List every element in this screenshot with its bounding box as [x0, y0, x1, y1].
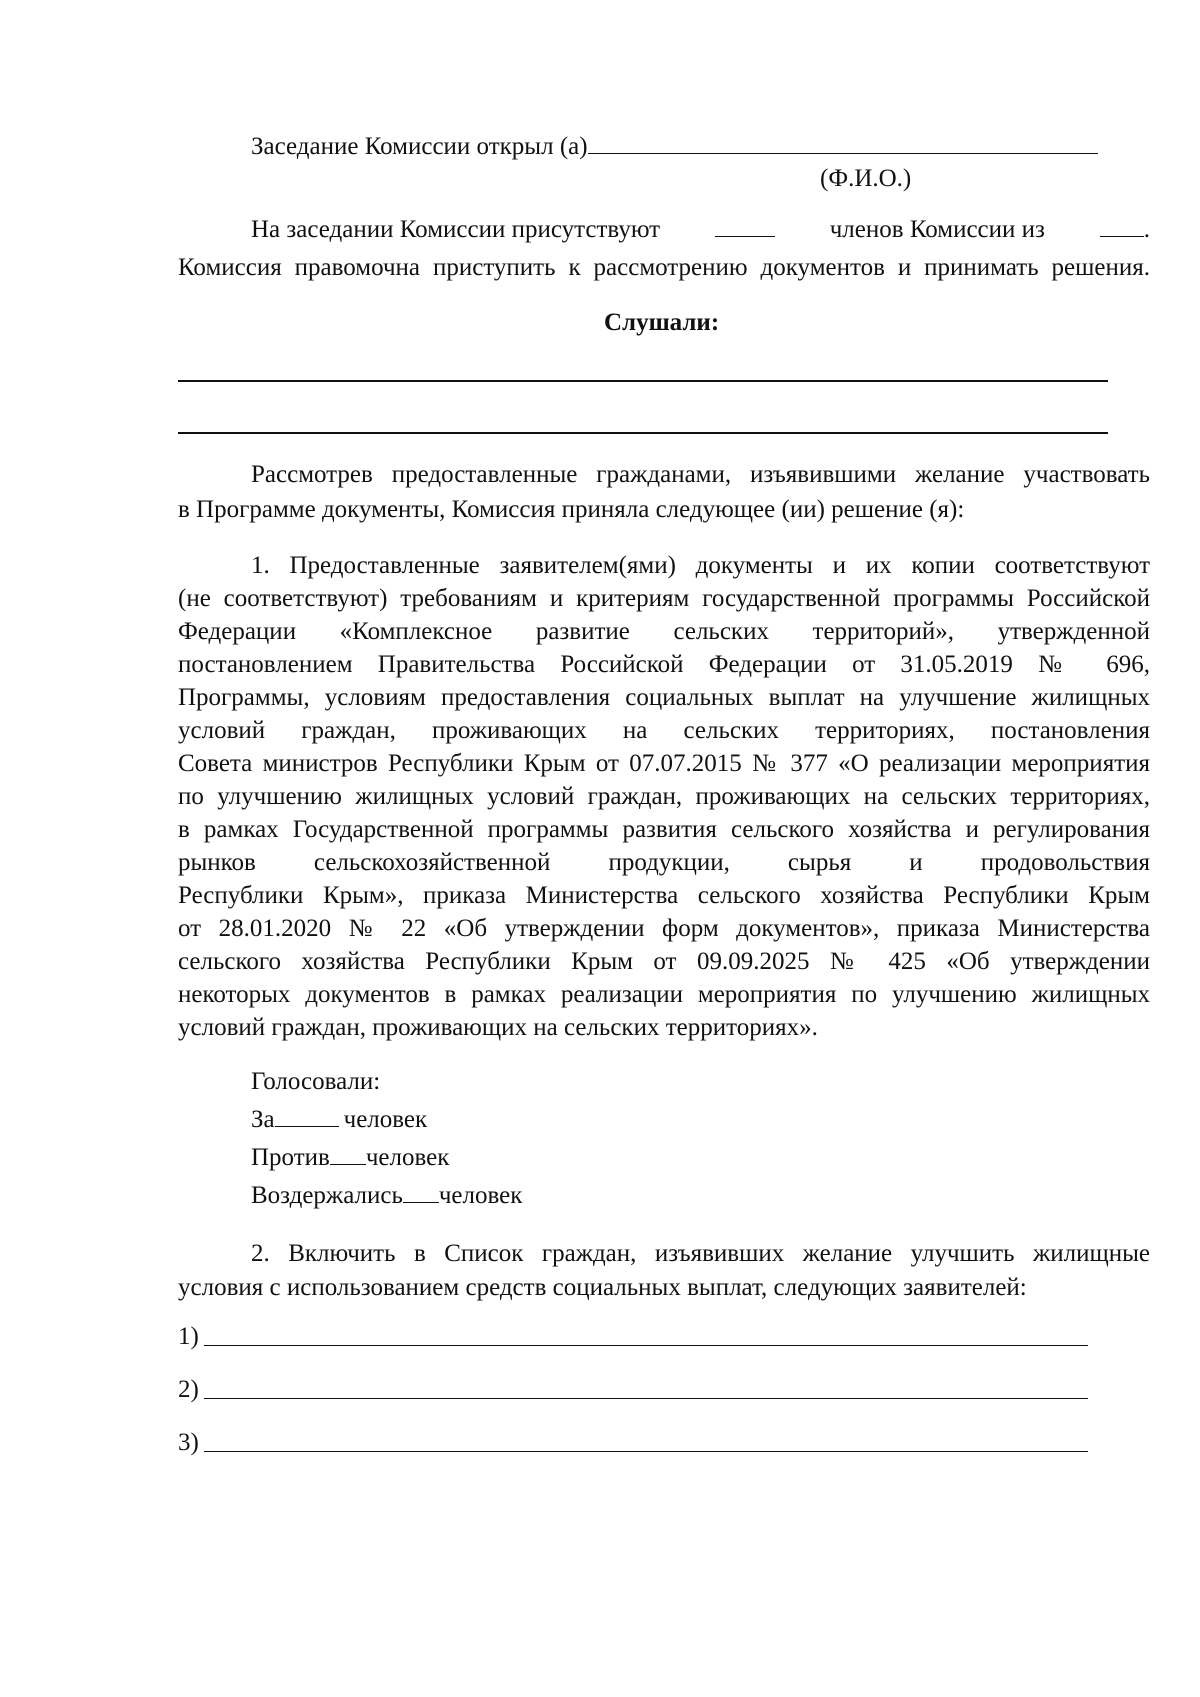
attendance-text-2: членов Комиссии из	[829, 216, 1045, 243]
vote-against-unit: человек	[365, 1144, 450, 1171]
decision1-line: рынков сельскохозяйственной продукции, сырья и продовольствия	[178, 849, 1150, 876]
decision1-line: по улучшению жилищных условий граждан, проживающих на сельских территориях,	[178, 783, 1150, 810]
heard-heading: Слушали:	[604, 309, 720, 336]
applicant-line[interactable]	[204, 1398, 1088, 1399]
vote-abstained-unit: человек	[438, 1182, 523, 1209]
attendance-text-3: .	[1143, 216, 1150, 243]
decision1-line: сельского хозяйства Республики Крым от 09.09.2025 № 425 «Об утверждении	[178, 948, 1150, 975]
decision2-line-1: 2. Включить в Список граждан, изъявивших желание улучшить жилищные	[251, 1240, 1150, 1267]
present-count-blank[interactable]	[715, 216, 775, 237]
attendance-line-2: Комиссия правомочна приступить к рассмотрению документов и принимать решения.	[178, 254, 1150, 281]
considered-line-2: в Программе документы, Комиссия приняла следующее (ии) решение (я):	[178, 496, 965, 523]
vote-for-label: За	[251, 1106, 275, 1133]
applicant-number: 2)	[178, 1376, 199, 1403]
vote-against-line	[251, 1142, 449, 1174]
decision1-line: (не соответствуют) требованиям и критериям государственной программы Российской	[178, 585, 1150, 612]
opening-text: Заседание Комиссии открыл (а)	[251, 133, 588, 160]
applicant-line[interactable]	[204, 1345, 1088, 1346]
total-count-blank[interactable]	[1100, 216, 1144, 237]
attendance-line	[251, 214, 1150, 246]
decision1-line: от 28.01.2020 № 22 «Об утверждении форм документов», приказа Министерства	[178, 915, 1150, 942]
vote-abstained-label: Воздержались	[251, 1182, 403, 1209]
applicant-number: 1)	[178, 1323, 199, 1350]
voting-heading: Голосовали:	[251, 1068, 381, 1095]
vote-for-line	[251, 1104, 427, 1136]
vote-for-unit: человек	[343, 1106, 428, 1133]
attendance-text-1: На заседании Комиссии присутствуют	[251, 216, 661, 243]
vote-against-label: Против	[251, 1144, 330, 1171]
heard-line-2[interactable]	[178, 432, 1108, 434]
applicant-line[interactable]	[204, 1451, 1088, 1452]
decision1-line: Совета министров Республики Крым от 07.07.2015 № 377 «О реализации мероприятия	[178, 750, 1150, 777]
decision1-line: Программы, условиям предоставления социальных выплат на улучшение жилищных	[178, 684, 1150, 711]
fio-caption: (Ф.И.О.)	[820, 165, 912, 192]
decision1-line: условий граждан, проживающих на сельских территориях».	[178, 1014, 818, 1041]
vote-for-blank[interactable]	[275, 1106, 339, 1127]
applicant-number: 3)	[178, 1429, 199, 1456]
opening-line	[251, 131, 1098, 163]
decision1-line: в рамках Государственной программы развития сельского хозяйства и регулирования	[178, 816, 1150, 843]
decision1-line: Федерации «Комплексное развитие сельских территорий», утвержденной	[178, 618, 1150, 645]
vote-abstained-blank[interactable]	[403, 1182, 439, 1203]
decision1-line: Республики Крым», приказа Министерства сельского хозяйства Республики Крым	[178, 882, 1150, 909]
considered-line-1: Рассмотрев предоставленные гражданами, изъявившими желание участвовать	[251, 461, 1150, 488]
decision2-line-2: условия с использованием средств социальных выплат, следующих заявителей:	[178, 1274, 1027, 1301]
decision1-line: постановлением Правительства Российской Федерации от 31.05.2019 № 696,	[178, 651, 1150, 678]
heard-line-1[interactable]	[178, 380, 1108, 382]
decision1-line: условий граждан, проживающих на сельских территориях, постановления	[178, 717, 1150, 744]
decision1-line: 1. Предоставленные заявителем(ями) документы и их копии соответствуют	[251, 552, 1150, 579]
chairman-blank[interactable]	[588, 133, 1098, 154]
vote-against-blank[interactable]	[330, 1144, 366, 1165]
vote-abstained-line	[251, 1180, 522, 1212]
decision1-line: некоторых документов в рамках реализации мероприятия по улучшению жилищных	[178, 981, 1150, 1008]
